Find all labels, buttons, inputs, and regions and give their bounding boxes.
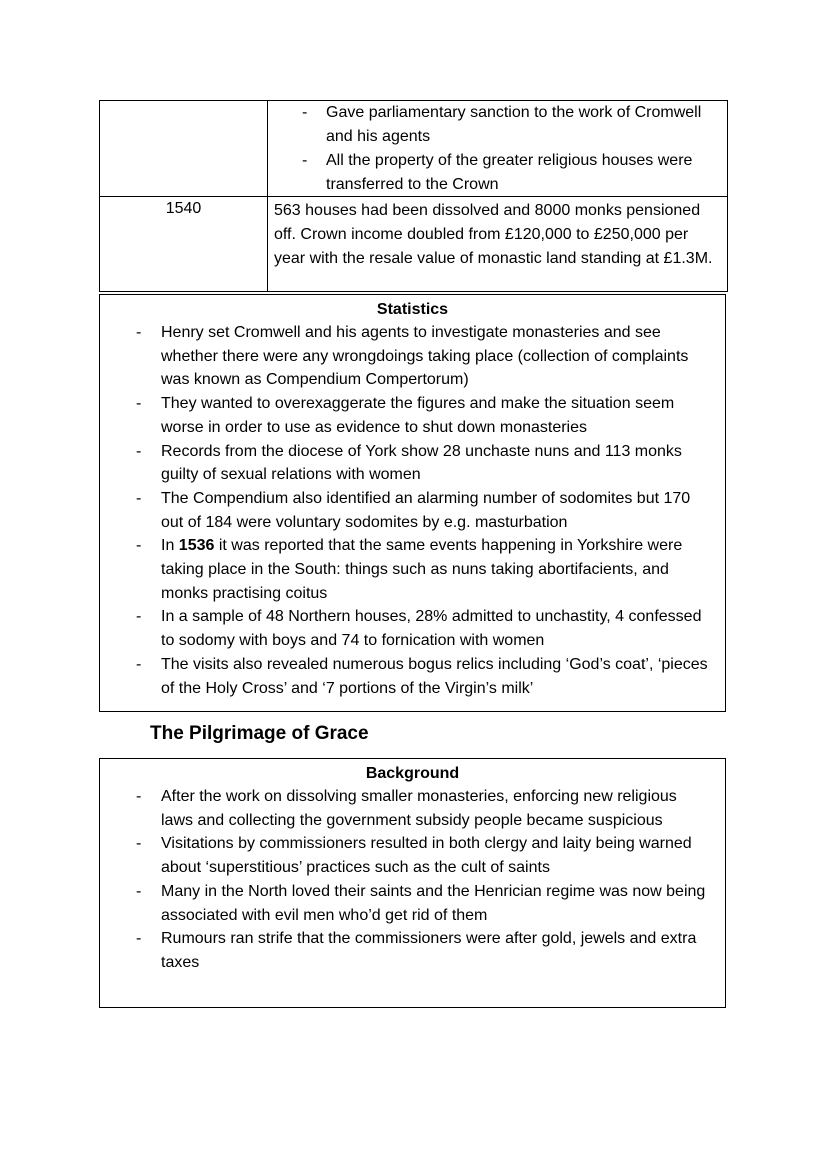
statistics-box	[99, 294, 726, 712]
list-item: - Visitations by commissioners resulted in both clergy and laity being warned about ‘superstitious’ practices such as the cult of saints	[100, 832, 725, 879]
timeline-table-row-2	[99, 196, 728, 292]
list-item: - The visits also revealed numerous bogus relics including ‘God’s coat’, ‘pieces of the Holy Cross’ and ‘7 portions of the Virgin’s milk’	[100, 653, 725, 700]
statistics-title: Statistics	[376, 301, 449, 318]
list-item: - The Compendium also identified an alarming number of sodomites but 170 out of 184 were voluntary sodomites by e.g. masturbation	[100, 487, 725, 534]
timeline-table-row-1	[99, 100, 728, 197]
highlight-year: 1536	[178, 537, 215, 555]
list-item: - Many in the North loved their saints and the Henrician regime was now being associated with evil men who’d get rid of them	[100, 880, 725, 927]
background-title: Background	[365, 765, 460, 782]
event-bullet: - All the property of the greater religious houses were transferred to the Crown	[302, 149, 727, 196]
list-item	[100, 534, 725, 605]
list-item: - They wanted to overexaggerate the figures and make the situation seem worse in order to use as evidence to shut down monasteries	[100, 392, 725, 439]
list-item-prefix: In	[161, 537, 175, 555]
list-item: - After the work on dissolving smaller monasteries, enforcing new religious laws and collecting the government subsidy people became suspicious	[100, 785, 725, 832]
year-cell: 1540	[100, 197, 268, 292]
event-bullet: - Gave parliamentary sanction to the work of Cromwell and his agents	[302, 101, 727, 149]
background-list	[100, 785, 725, 975]
background-box	[99, 758, 726, 1008]
event-cell	[268, 101, 728, 197]
statistics-list	[100, 321, 725, 700]
list-item: - In a sample of 48 Northern houses, 28% admitted to unchastity, 4 confessed to sodomy with boys and 74 to fornication with women	[100, 605, 725, 652]
list-item-text: it was reported that the same events happening in Yorkshire were taking place in the South: things such as nuns taking abortifacients, and monks practising coitus	[161, 537, 683, 602]
list-item: - Records from the diocese of York show 28 unchaste nuns and 113 monks guilty of sexual relations with women	[100, 440, 725, 487]
list-item: - Rumours ran strife that the commissioners were after gold, jewels and extra taxes	[100, 927, 725, 974]
event-cell	[268, 197, 728, 292]
year-cell	[100, 101, 268, 197]
list-item: - Henry set Cromwell and his agents to investigate monasteries and see whether there were any wrongdoings taking place (collection of complaints was known as Compendium Compertorum)	[100, 321, 725, 392]
event-text: 563 houses had been dissolved and 8000 monks pensioned off. Crown income doubled from £120,000 to £250,000 per year with the resale value of monastic land standing at £1.3M.	[274, 202, 713, 267]
section-heading: The Pilgrimage of Grace	[150, 723, 369, 744]
